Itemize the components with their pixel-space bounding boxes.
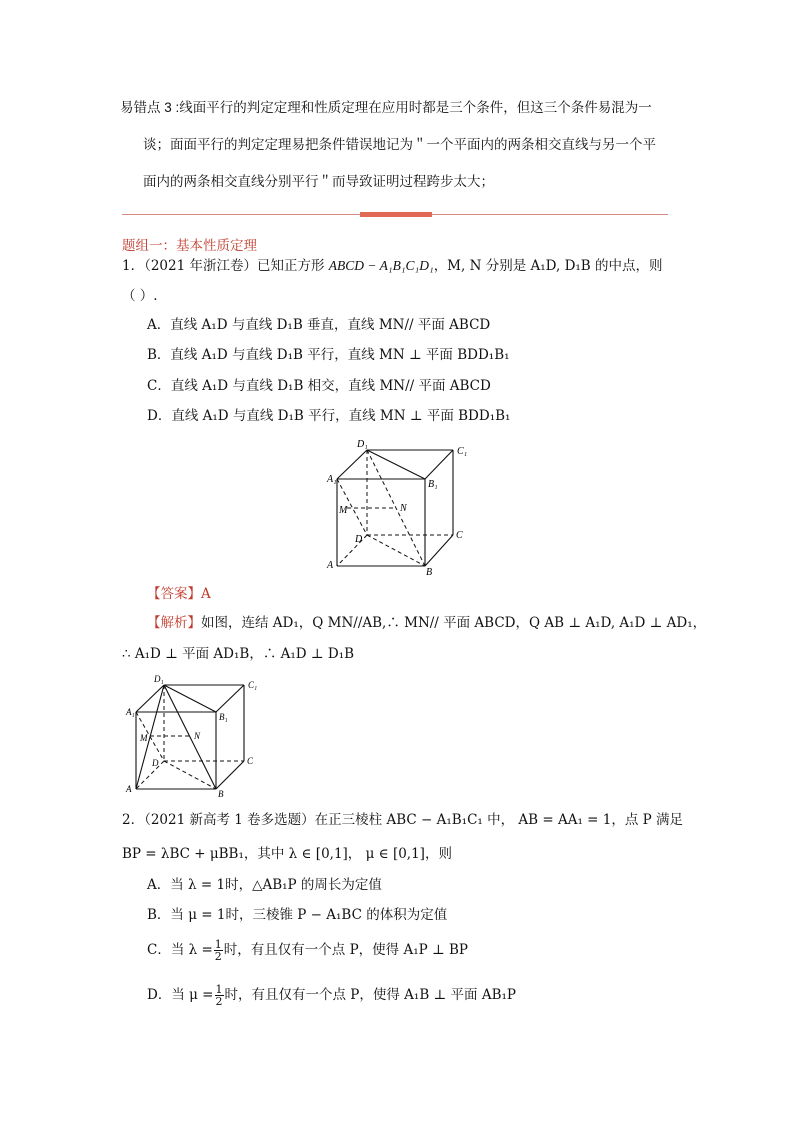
- analysis-line-1: [147, 611, 706, 631]
- option-text: 直线 A₁D 与直线 D₁B 平行，直线 MN ⊥ 平面 BDD₁B₁: [171, 408, 511, 424]
- question-number: 1: [122, 258, 131, 274]
- analysis-line-2: ∴ A₁D ⊥ 平面 AD₁B，∴ A₁D ⊥ D₁B: [122, 646, 355, 662]
- label-A: A: [126, 784, 132, 794]
- q2-option-d[interactable]: [147, 983, 516, 1007]
- question-2-stem-2: BP = λBC + μBB₁，其中 λ ∈ [0,1]， μ ∈ [0,1]，则: [122, 846, 452, 862]
- fraction-denominator: 2: [214, 950, 222, 963]
- label-A: A: [327, 560, 334, 571]
- q2-option-a[interactable]: [147, 873, 382, 893]
- label-C: C: [456, 530, 463, 541]
- label-A1: A₁: [126, 707, 135, 717]
- q1-option-a[interactable]: [147, 313, 490, 333]
- option-label: D．: [147, 987, 172, 1003]
- analysis-text-1: 如图，连结 AD₁，Q MN//AB,∴ MN// 平面 ABCD，Q AB ⊥ A₁D, A₁D ⊥ AD₁，: [201, 615, 707, 631]
- option-label: C．: [147, 942, 171, 958]
- option-text-post: 时，有且仅有一个点 P，使得 A₁B ⊥ 平面 AB₁P: [224, 987, 516, 1003]
- label-B1: B₁: [428, 479, 438, 490]
- option-label: A．: [147, 317, 171, 333]
- question-source: （2021 年浙江卷）已知正方形: [144, 258, 325, 274]
- q2-option-b[interactable]: [147, 903, 447, 923]
- label-A1: A₁: [327, 474, 337, 485]
- label-D1: D₁: [154, 674, 164, 684]
- option-label: B．: [147, 347, 171, 363]
- answer-value: A: [201, 586, 211, 602]
- intro-line-3: 面内的两条相交直线分别平行＂而导致证明过程跨步太大；: [143, 174, 494, 189]
- question-2-text-1: （2021 新高考 1 卷多选题）在正三棱柱 ABC − A₁B₁C₁ 中， AB = AA₁ = 1，点 P 满足: [144, 812, 684, 828]
- question-mid-text: ，M, N 分别是 A₁D, D₁B 的中点，则: [433, 258, 663, 274]
- cube-figure-1: [325, 432, 485, 580]
- option-text: 当 μ = 1时，三棱锥 P − A₁BC 的体积为定值: [170, 907, 448, 923]
- option-text-pre: 当 λ =: [170, 942, 213, 958]
- option-text: 直线 A₁D 与直线 D₁B 垂直，直线 MN// 平面 ABCD: [170, 317, 491, 333]
- question-1-stem: 1．（2021 年浙江卷）已知正方形 ABCD − A₁B₁C₁D₁，M, N 分别是 A₁D, D₁B 的中点，则: [122, 258, 663, 274]
- cube-name: ABCD − A₁B₁C₁D₁: [328, 258, 434, 273]
- cube-figure-2: [118, 672, 268, 800]
- answer-tag: 【答案】: [147, 586, 201, 602]
- label-D1: D₁: [357, 439, 368, 450]
- label-C1: C₁: [457, 446, 468, 457]
- label-C: C: [247, 756, 254, 766]
- option-label: B．: [147, 907, 171, 923]
- intro-line-2: 谈；面面平行的判定定理易把条件错误地记为＂一个平面内的两条相交直线与另一个平: [143, 137, 656, 152]
- label-D: D: [355, 534, 363, 545]
- fraction: [215, 984, 224, 1007]
- option-text: 当 λ = 1时，△AB₁P 的周长为定值: [170, 877, 382, 893]
- option-text-pre: 当 μ =: [171, 987, 214, 1003]
- option-text: 直线 A₁D 与直线 D₁B 相交，直线 MN// 平面 ABCD: [170, 378, 491, 394]
- label-N: N: [400, 503, 407, 514]
- label-C1: C₁: [248, 680, 258, 690]
- label-M: M: [140, 733, 148, 743]
- label-B: B: [218, 789, 224, 799]
- q2-option-c[interactable]: [147, 938, 468, 962]
- fraction-denominator: 2: [215, 995, 223, 1008]
- question-2-stem-1: 2．（2021 新高考 1 卷多选题）在正三棱柱 ABC − A₁B₁C₁ 中， AB = AA₁ = 1，点 P 满足: [122, 812, 684, 828]
- option-text: 直线 A₁D 与直线 D₁B 平行，直线 MN ⊥ 平面 BDD₁B₁: [170, 347, 510, 363]
- label-N: N: [194, 731, 201, 741]
- label-D: D: [152, 758, 159, 768]
- separator-accent: [360, 212, 432, 217]
- fraction-numerator: 1: [214, 938, 222, 951]
- q1-option-c[interactable]: [147, 374, 491, 394]
- analysis-tag: 【解析】: [147, 615, 201, 631]
- fraction-numerator: 1: [215, 983, 223, 996]
- label-M: M: [339, 505, 348, 516]
- intro-line-1: 易错点 3 :线面平行的判定定理和性质定理在应用时都是三个条件，但这三个条件易混为一: [120, 100, 652, 115]
- fraction: [214, 939, 223, 962]
- option-label: A．: [147, 877, 171, 893]
- q1-option-d[interactable]: [147, 404, 510, 424]
- option-label: C．: [147, 378, 171, 394]
- group-title: 题组一：基本性质定理: [122, 238, 257, 253]
- answer-paren: （ ）.: [122, 288, 158, 304]
- option-label: D．: [147, 408, 172, 424]
- label-B: B: [426, 567, 433, 578]
- q1-option-b[interactable]: [147, 343, 510, 363]
- question-number: 2: [122, 812, 131, 828]
- label-B1: B₁: [219, 712, 228, 722]
- option-text-post: 时，有且仅有一个点 P，使得 A₁P ⊥ BP: [223, 942, 468, 958]
- answer-line: [147, 582, 211, 602]
